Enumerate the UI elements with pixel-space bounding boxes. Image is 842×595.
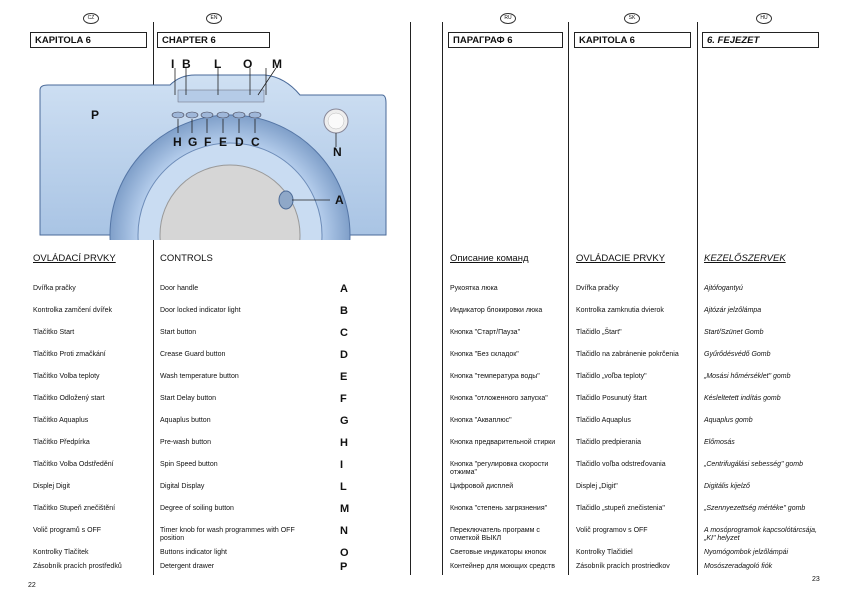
section-title-sk: OVLÁDACIE PRVKY xyxy=(576,253,666,264)
control-item-sk: Zásobník pracích prostriedkov xyxy=(576,563,670,570)
control-item-ru: Кнопка "отложенного запуска" xyxy=(450,395,548,402)
control-item-cz: Tlačítko Aquaplus xyxy=(33,417,89,424)
control-item-en: Degree of soiling button xyxy=(160,505,234,512)
control-item-cz: Tlačítko Volba teploty xyxy=(33,373,100,380)
control-item-ru: Кнопка "температура воды" xyxy=(450,373,540,380)
control-item-cz: Tlačítko Volba Odstředění xyxy=(33,461,114,468)
control-letter: P xyxy=(340,561,348,573)
control-letter: M xyxy=(340,503,350,515)
control-letter: I xyxy=(340,459,344,471)
diagram-label-G: G xyxy=(188,135,198,149)
diagram-label-D: D xyxy=(235,135,244,149)
control-item-cz: Tlačítko Předpírka xyxy=(33,439,90,446)
control-letter: L xyxy=(340,481,347,493)
control-item-en: Digital Display xyxy=(160,483,205,490)
control-item-ru: Рукоятка люка xyxy=(450,285,498,292)
control-item-hu: „Centrifugálási sebesség" gomb xyxy=(704,461,803,468)
control-item-en: Door locked indicator light xyxy=(160,307,241,314)
header-sk: KAPITOLA 6 xyxy=(574,32,691,48)
divider-left-2 xyxy=(410,22,411,575)
control-item-hu: Aquaplus gomb xyxy=(704,417,753,424)
control-letter: D xyxy=(340,349,348,361)
control-item-sk: Tlačidlo Aquaplus xyxy=(576,417,631,424)
control-item-en: Crease Guard button xyxy=(160,351,226,358)
control-item-hu: Ajtófogantyú xyxy=(704,285,743,292)
control-item-en: Aquaplus button xyxy=(160,417,211,424)
control-item-ru: Световые индикаторы кнопок xyxy=(450,549,547,556)
divider-right-1 xyxy=(442,22,443,575)
control-letter: G xyxy=(340,415,349,427)
diagram-label-C: C xyxy=(251,135,260,149)
control-letter: O xyxy=(340,547,349,559)
section-title-hu: KEZELŐSZERVEK xyxy=(704,253,786,264)
control-item-cz: Tlačítko Odložený start xyxy=(33,395,105,402)
control-item-en: Wash temperature button xyxy=(160,373,239,380)
diagram-label-I: I xyxy=(171,57,175,71)
header-ru: ПАРАГРАФ 6 xyxy=(448,32,563,48)
control-item-en: Timer knob for wash programmes with OFF position xyxy=(160,527,295,542)
flag-cz: CZ xyxy=(83,13,99,24)
control-item-cz: Kontrolka zamčení dvířek xyxy=(33,307,112,314)
diagram-label-H: H xyxy=(173,135,182,149)
flag-hu: HU xyxy=(756,13,772,24)
control-item-hu: Előmosás xyxy=(704,439,735,446)
control-item-ru: Цифровой дисплей xyxy=(450,483,514,490)
control-item-hu: Mosószeradagoló fiók xyxy=(704,563,773,570)
control-item-ru: Индикатор блокировки люка xyxy=(450,307,543,314)
control-item-ru: Кнопка предварительной стирки xyxy=(450,439,556,446)
header-cz: KAPITOLA 6 xyxy=(30,32,147,48)
control-letter: E xyxy=(340,371,348,383)
flag-sk: SK xyxy=(624,13,640,24)
control-item-sk: Tlačidlo „stupeň znečistenia" xyxy=(576,505,665,512)
control-item-sk: Dvířka pračky xyxy=(576,285,619,292)
control-item-cz: Kontrolky Tlačítek xyxy=(33,549,89,556)
control-item-sk: Kontrolky Tlačidiel xyxy=(576,549,633,556)
control-item-en: Buttons indicator light xyxy=(160,549,227,556)
control-item-hu: Start/Szünet Gomb xyxy=(704,329,764,336)
divider-right-3 xyxy=(697,22,698,575)
control-item-hu: „Mosási hőmérséklet" gomb xyxy=(704,373,791,380)
control-letter: B xyxy=(340,305,348,317)
control-item-ru: Кнопка "Аквaплюс" xyxy=(450,417,512,424)
diagram-label-E: E xyxy=(219,135,228,149)
control-item-ru: Контейнер для моющих средств xyxy=(450,563,555,570)
control-item-hu: Késleltetett indítás gomb xyxy=(704,395,781,402)
control-item-hu: „Szennyezettség mértéke" gomb xyxy=(704,505,806,512)
control-item-sk: Displej „Digit" xyxy=(576,483,618,490)
control-item-cz: Dvířka pračky xyxy=(33,285,76,292)
control-item-en: Detergent drawer xyxy=(160,563,215,570)
control-item-en: Door handle xyxy=(160,285,199,292)
control-item-sk: Tlačidlo Posunutý štart xyxy=(576,395,647,402)
control-item-sk: Tlačidlo „Štart" xyxy=(576,329,622,336)
control-item-en: Start Delay button xyxy=(160,395,217,402)
diagram-label-B: B xyxy=(182,57,191,71)
header-hu: 6. FEJEZET xyxy=(702,32,819,48)
control-item-cz: Tlačítko Start xyxy=(33,329,75,336)
control-item-ru: Кнопка "Без складок" xyxy=(450,351,519,358)
diagram-label-P: P xyxy=(91,108,100,122)
control-item-cz: Displej Digit xyxy=(33,483,70,490)
control-item-cz: Volič programů s OFF xyxy=(33,527,102,534)
control-item-en: Spin Speed button xyxy=(160,461,218,468)
control-item-sk: Tlačidlo „voľba teploty" xyxy=(576,373,647,380)
control-item-sk: Tlačidlo na zabránenie pokrčenia xyxy=(576,351,679,358)
divider-right-2 xyxy=(568,22,569,575)
header-en: CHAPTER 6 xyxy=(157,32,270,48)
control-item-hu: A mosóprogramok kapcsolótárcsája, „KI" helyzet xyxy=(704,527,817,542)
control-item-sk: Kontrolka zamknutia dvierok xyxy=(576,307,664,314)
control-item-ru: Кнопка "Старт/Пауза" xyxy=(450,329,521,336)
control-item-ru: Кнопка "степень загрязнения" xyxy=(450,505,548,512)
control-item-en: Pre-wash button xyxy=(160,439,211,446)
control-item-en: Start button xyxy=(160,329,197,336)
diagram-label-N: N xyxy=(333,145,342,159)
control-letter: A xyxy=(340,283,348,295)
control-item-sk: Tlačidlo voľba odstreďovania xyxy=(576,461,666,468)
section-title-ru: Описание команд xyxy=(450,253,529,264)
control-item-hu: Digitális kijelző xyxy=(704,483,750,490)
section-title-en: CONTROLS xyxy=(160,253,213,264)
flag-ru: RU xyxy=(500,13,516,24)
control-item-hu: Nyomógombok jelzőlámpái xyxy=(704,549,789,556)
section-title-cz: OVLÁDACÍ PRVKY xyxy=(33,253,116,264)
control-item-hu: Gyűrődésvédő Gomb xyxy=(704,351,771,358)
control-letter: H xyxy=(340,437,348,449)
control-item-sk: Tlačidlo predpierania xyxy=(576,439,641,446)
diagram-label-F: F xyxy=(204,135,212,149)
diagram-label-A: A xyxy=(335,193,344,207)
control-letter: N xyxy=(340,525,348,537)
control-item-cz: Tlačítko Proti zmačkání xyxy=(33,351,106,358)
page-number-right: 23 xyxy=(812,576,820,583)
diagram-label-L: L xyxy=(214,57,222,71)
control-item-sk: Volič programov s OFF xyxy=(576,527,648,534)
control-item-cz: Tlačítko Stupeň znečištění xyxy=(33,505,116,512)
diagram-label-M: M xyxy=(272,57,282,71)
control-item-hu: Ajtózár jelzőlámpa xyxy=(704,307,762,314)
control-letter: C xyxy=(340,327,348,339)
control-letter: F xyxy=(340,393,347,405)
control-item-cz: Zásobník pracích prostředků xyxy=(33,563,122,570)
control-item-ru: Переключатель программ с отметкой ВЫКЛ xyxy=(450,527,540,542)
control-item-ru: Кнопка "регулировка скорости отжима" xyxy=(450,461,549,476)
flag-en: EN xyxy=(206,13,222,24)
diagram-label-O: O xyxy=(243,57,253,71)
page-number-left: 22 xyxy=(28,582,36,589)
